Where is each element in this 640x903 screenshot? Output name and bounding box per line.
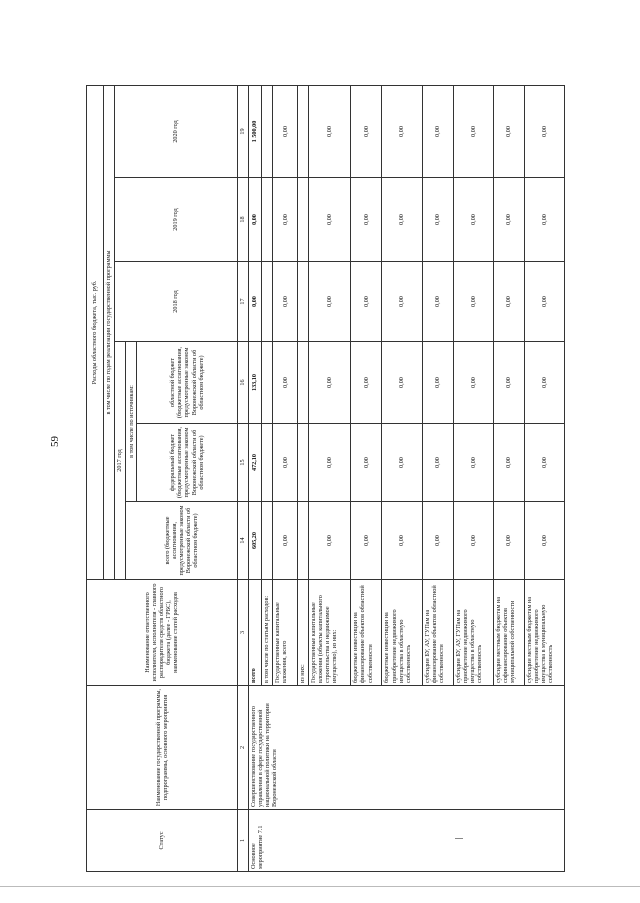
value-cell: 0,00 bbox=[248, 262, 261, 342]
value-cell bbox=[297, 85, 308, 177]
value-cell: 0,00 bbox=[422, 178, 453, 262]
program-name-header: Наименование государственной программы, подпрограммы, основного мероприятия bbox=[87, 686, 238, 810]
column-number-cell: 3 bbox=[237, 580, 248, 686]
value-cell: 0,00 bbox=[453, 502, 493, 580]
value-cell: 0,00 bbox=[422, 502, 453, 580]
value-cell: 0,00 bbox=[453, 342, 493, 424]
row-label: бюджетные инвестиции на финансирование объектов областной собственности bbox=[351, 580, 382, 686]
value-cell bbox=[262, 262, 273, 342]
value-cell: 0,00 bbox=[382, 342, 422, 424]
value-cell: 0,00 bbox=[273, 262, 297, 342]
value-cell: 0,00 bbox=[309, 424, 351, 502]
budget-table bbox=[86, 85, 565, 872]
column-number-cell: 16 bbox=[237, 342, 248, 424]
by-sources-header: в том числе по источникам: bbox=[126, 342, 137, 502]
value-cell bbox=[262, 178, 273, 262]
table-row bbox=[248, 85, 261, 871]
value-cell bbox=[262, 424, 273, 502]
value-cell: 0,00 bbox=[273, 85, 297, 177]
value-cell: 0,00 bbox=[351, 178, 382, 262]
value-cell: 0,00 bbox=[309, 262, 351, 342]
year-2018-header: 2018 год bbox=[114, 262, 237, 342]
column-number-cell: 17 bbox=[237, 262, 248, 342]
value-cell: 0,00 bbox=[453, 178, 493, 262]
year-2019-header: 2019 год bbox=[114, 178, 237, 262]
value-cell: 0,00 bbox=[309, 342, 351, 424]
row-label: из них: bbox=[297, 580, 308, 686]
value-cell: 0,00 bbox=[382, 178, 422, 262]
value-cell: 0,00 bbox=[524, 178, 564, 262]
year-2017-header: 2017 год bbox=[114, 342, 125, 580]
value-cell bbox=[262, 502, 273, 580]
column-number-row bbox=[237, 85, 248, 871]
activity-name: Совершенствование государственного управления в сфере государственной национальной политики на территории Воронежской области bbox=[248, 686, 564, 810]
regional-header: областной бюджет (бюджетные ассигнования, предусмотренные законом Воронежской области об областном бюджете) bbox=[137, 342, 237, 424]
value-cell: 0,00 bbox=[273, 424, 297, 502]
value-cell: 0,00 bbox=[273, 178, 297, 262]
value-cell: 0,00 bbox=[453, 85, 493, 177]
column-number-cell: 15 bbox=[237, 424, 248, 502]
value-cell: 0,00 bbox=[493, 502, 524, 580]
value-cell: 1 500,00 bbox=[248, 85, 261, 177]
row-label: Государственные капитальные вложения, всего bbox=[273, 580, 297, 686]
value-cell: 133,10 bbox=[248, 342, 261, 424]
value-cell: 472,10 bbox=[248, 424, 261, 502]
column-number-cell: 19 bbox=[237, 85, 248, 177]
value-cell: 0,00 bbox=[309, 178, 351, 262]
value-cell: 0,00 bbox=[422, 342, 453, 424]
column-number-cell: 14 bbox=[237, 502, 248, 580]
row-label: субсидии местным бюджетам на софинансирование объектов муниципальной собственности bbox=[493, 580, 524, 686]
row-label: субсидии БУ, АУ, ГУПам на финансирование объектов областной собственности bbox=[422, 580, 453, 686]
year-2020-header: 2020 год bbox=[114, 85, 237, 177]
row-label: всего bbox=[248, 580, 261, 686]
value-cell: 0,00 bbox=[493, 262, 524, 342]
value-cell bbox=[297, 502, 308, 580]
value-cell: 0,00 bbox=[351, 342, 382, 424]
value-cell: 0,00 bbox=[351, 424, 382, 502]
row-label: бюджетные инвестиции на приобретение недвижимого имущества в областную собственность bbox=[382, 580, 422, 686]
value-cell: 0,00 bbox=[309, 502, 351, 580]
value-cell: 0,00 bbox=[422, 424, 453, 502]
value-cell: 0,00 bbox=[351, 262, 382, 342]
total-sub-header: всего (бюджетные ассигнования, предусмотренные законом Воронежской области об областном бюджете) bbox=[126, 502, 237, 580]
bottom-rule bbox=[0, 886, 640, 887]
value-cell: 0,00 bbox=[493, 178, 524, 262]
by-years-header: в том числе по годам реализации государственной программы bbox=[103, 85, 114, 579]
rotated-table-wrapper bbox=[86, 86, 565, 872]
expenses-header: Расходы областного бюджета, тыс. руб. bbox=[87, 85, 104, 579]
value-cell: 0,00 bbox=[524, 85, 564, 177]
value-cell: 0,00 bbox=[524, 502, 564, 580]
value-cell: 0,00 bbox=[524, 424, 564, 502]
row-label: в том числе по статьям расходов: bbox=[262, 580, 273, 686]
activity-status: Основное мероприятие 7.1 bbox=[248, 810, 564, 872]
value-cell: 0,00 bbox=[309, 85, 351, 177]
value-cell: 0,00 bbox=[524, 342, 564, 424]
federal-header: федеральный бюджет (бюджетные ассигнования, предусмотренные законом Воронежской области об областном бюджете) bbox=[137, 424, 237, 502]
value-cell: 0,00 bbox=[493, 342, 524, 424]
value-cell: 605,20 bbox=[248, 502, 261, 580]
executor-header: Наименование ответственного исполнителя, исполнителя - главного распорядителя средств областного бюджета (далее - ГРБС), наименование статей расходов bbox=[87, 580, 238, 686]
table-body bbox=[87, 85, 565, 871]
status-header: Статус bbox=[87, 810, 238, 872]
value-cell bbox=[297, 424, 308, 502]
value-cell: 0,00 bbox=[524, 262, 564, 342]
page-number: 59 bbox=[49, 436, 61, 447]
value-cell: 0,00 bbox=[273, 502, 297, 580]
row-label: Государственные капитальные вложения (объекты капитального строительства и недвижимое имущество), из них: bbox=[309, 580, 351, 686]
value-cell: 0,00 bbox=[248, 178, 261, 262]
value-cell bbox=[262, 342, 273, 424]
value-cell: 0,00 bbox=[273, 342, 297, 424]
value-cell: 0,00 bbox=[422, 262, 453, 342]
row-label: субсидии местным бюджетам на приобретение недвижимого имущества в муниципальную собственность bbox=[524, 580, 564, 686]
column-number-cell: 18 bbox=[237, 178, 248, 262]
row-label: субсидии БУ, АУ, ГУПам на приобретение недвижимого имущества в областную собственность bbox=[453, 580, 493, 686]
value-cell: 0,00 bbox=[382, 85, 422, 177]
value-cell: 0,00 bbox=[453, 262, 493, 342]
value-cell bbox=[262, 85, 273, 177]
value-cell: 0,00 bbox=[351, 85, 382, 177]
value-cell: 0,00 bbox=[493, 85, 524, 177]
value-cell: 0,00 bbox=[453, 424, 493, 502]
value-cell: 0,00 bbox=[382, 262, 422, 342]
value-cell: 0,00 bbox=[422, 85, 453, 177]
value-cell: 0,00 bbox=[382, 502, 422, 580]
value-cell bbox=[297, 342, 308, 424]
value-cell bbox=[297, 262, 308, 342]
value-cell: 0,00 bbox=[493, 424, 524, 502]
value-cell: 0,00 bbox=[351, 502, 382, 580]
column-number-cell: 1 bbox=[237, 810, 248, 872]
scan-mark bbox=[455, 838, 463, 839]
column-number-cell: 2 bbox=[237, 686, 248, 810]
value-cell: 0,00 bbox=[382, 424, 422, 502]
value-cell bbox=[297, 178, 308, 262]
